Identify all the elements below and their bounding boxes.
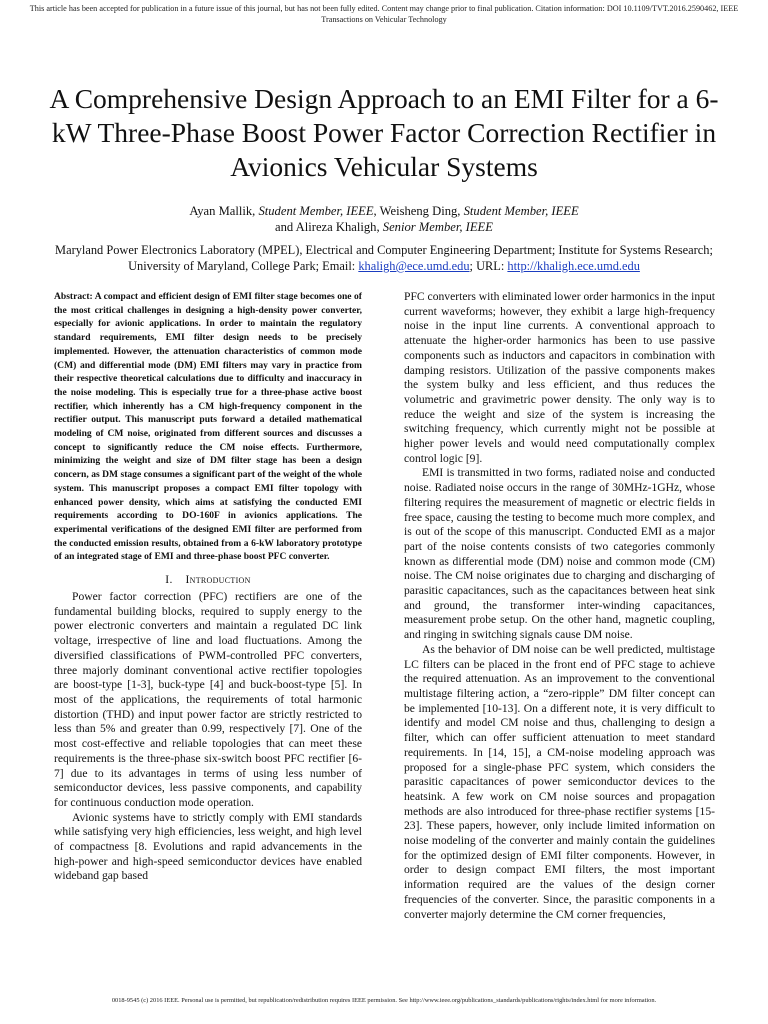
website-link[interactable]: http://khaligh.ece.umd.edu <box>507 259 640 273</box>
author-name: and Alireza Khaligh, <box>275 220 380 234</box>
paper-title: A Comprehensive Design Approach to an EMI Filter for a 6-kW Three-Phase Boost Power Factor Correction Rectifier in Avionics Vehicular Systems <box>49 83 719 182</box>
body-paragraph: PFC converters with eliminated lower order harmonics in the input current waveforms; however, they exhibit a large high-frequency noise in the input line currents. A conventional approach to attenuate the higher-order harmonics has been to use passive components such as inductors and capacitors in combination with damping resistors. Utilization of the passive components makes the system bulky and less efficient, and thus reduces the volumetric and gravimetric power density. The only way is to reduce the weight and size of the system is increasing the switching frequency, which currently might not be possible at higher power levels and would need computationally complex control logic [9]. <box>404 290 715 465</box>
author-list: Ayan Mallik, Student Member, IEEE, Weisheng Ding, Student Member, IEEE and Alireza Khaligh, Senior Member, IEEE <box>189 204 579 234</box>
email-link[interactable]: khaligh@ece.umd.edu <box>358 259 470 273</box>
body-paragraph: As the behavior of DM noise can be well predicted, multistage LC filters can be placed in the front end of PFC stage to achieve the required attenuation. As an improvement to the conventional multistage filtering action, a “zero-ripple” DM filter concept can be implemented [10-13]. On a different note, it is very difficult to identify and model CM noise and thus, challenging to design a filter, which can offer sufficient attenuation to meet standard requirements. In [14, 15], a CM-noise modeling approach was proposed for a single-phase PFC system, which considers the parasitic capacitances of power semiconductor devices to the heatsink. A few work on CM noise sources and propagation methods are also introduced for three-phase rectifier systems [15-23]. These papers, however, only include limited information on noise modeling of the converter and mainly contain the guidelines for the optimized design of EMI filter components. However, in order to design compact EMI filters, the most important information required are the values of the design corner frequencies of the converter. Since, the parasitic components in a converter majorly determine the CM corner frequencies, <box>404 642 715 921</box>
affiliation <box>30 242 738 274</box>
author-role: Student Member, IEEE <box>258 204 374 218</box>
intro-paragraph: Avionic systems have to strictly comply with EMI standards while satisfying very high efficiencies, less weight, and high level of compactness [8. Evolutions and rapid advancements in the high-power and high-speed semiconductor devices have enabled wideband gap based <box>54 810 362 883</box>
intro-paragraph: Power factor correction (PFC) rectifiers are one of the fundamental building blocks, required to supply energy to the power electronic converters and maintain a regulated DC link voltage, irrespective of line and load fluctuations. Among the diversified classifications of PWM-controlled PFC converters, three majorly dominant conventional active rectifier topologies are boost-type [1-3], buck-type [4] and buck-boost-type [5]. In most of the applications, the requirements of total harmonic distortion (THD) and input power factor are strictly restricted to less than 5% and greater than 0.99, respectively [7]. One of the most cost-effective and reliable topologies that can meet these requirements is the three-phase six-switch boost PFC rectifier [6-7] due to its advantages in terms of using less number of semiconductor devices, less passive components, and capability for continuous conduction mode operation. <box>54 590 362 809</box>
author-name: Ayan Mallik, <box>189 204 256 218</box>
right-column <box>404 290 715 922</box>
left-column <box>54 290 362 884</box>
affiliation-text: Maryland Power Electronics Laboratory (MPEL), Electrical and Computer Engineering Department; Institute for Systems Research; University of Maryland, College Park; Email: <box>55 243 713 273</box>
section-title: Introduction <box>185 573 251 587</box>
body-paragraph: EMI is transmitted in two forms, radiated noise and conducted noise. Radiated noise occurs in the range of 30MHz-1GHz, whose filtering requires the measurement of magnetic or electric fields in free space, causing the testing to become much more complex, and is out of the scope of this manuscript. Conducted EMI as a major part of the noise contents consists of two categories commonly known as differential mode (DM) noise and common mode (CM) noise. The CM noise originates due to charging and discharging of parasitic capacitances, such as the capacitances between heat sink and ground, the transformer inter-winding capacitances, measurement probe setup. On the other hand, magnetic coupling, and ringing in switching signals cause DM noise. <box>404 466 715 642</box>
section-heading-introduction <box>54 572 362 588</box>
section-number: I. <box>165 573 173 587</box>
url-label: ; URL: <box>469 259 505 273</box>
author-role: Student Member, IEEE <box>463 204 579 218</box>
journal-header-notice: This article has been accepted for publication in a future issue of this journal, but has not been fully edited. Content may change prior to final publication. Citation information: DOI 10.1109/TVT.2016.2590462, IEEE Transactions on Vehicular Technology <box>29 4 739 24</box>
copyright-footer: 0018-9545 (c) 2016 IEEE. Personal use is permitted, but republication/redistribution requires IEEE permission. See http://www.ieee.org/publications_standards/publications/rights/index.html for more information. <box>111 997 657 1004</box>
abstract: Abstract: A compact and efficient design of EMI filter stage becomes one of the most critical challenges in designing a high-density power converter, especially for avionic applications. In order to maintain the regulatory standard requirements, EMI filter design needs to be precisely implemented. However, the attenuation characteristics of common mode (CM) and differential mode (DM) EMI filters may vary in practice from their respective theoretical calculations due to difficulty and inaccuracy in the noise modeling. This is especially true for a three-phase active boost rectifier, which inherently has a CM high-frequency component in the rectifier output. This manuscript puts forward a detailed mathematical modeling of CM noise, originated from different sources and discusses a concept to significantly reduce the CM noise effects. Furthermore, minimizing the weight and size of DM filter stage has been a design concern, as DM stage consumes a significant part of the weight of the whole system. This manuscript proposes a compact EMI filter topology with enhanced power density, which aims at satisfying the conducted EMI requirements according to DO-160F in avionics applications. The experimental verifications of the designed EMI filter are performed from the conducted emission results, obtained from a 6-kW laboratory prototype of an integrated stage of EMI and three-phase boost PFC converter. <box>54 291 362 563</box>
author-role: Senior Member, IEEE <box>382 220 493 234</box>
author-name: Weisheng Ding, <box>379 204 461 218</box>
